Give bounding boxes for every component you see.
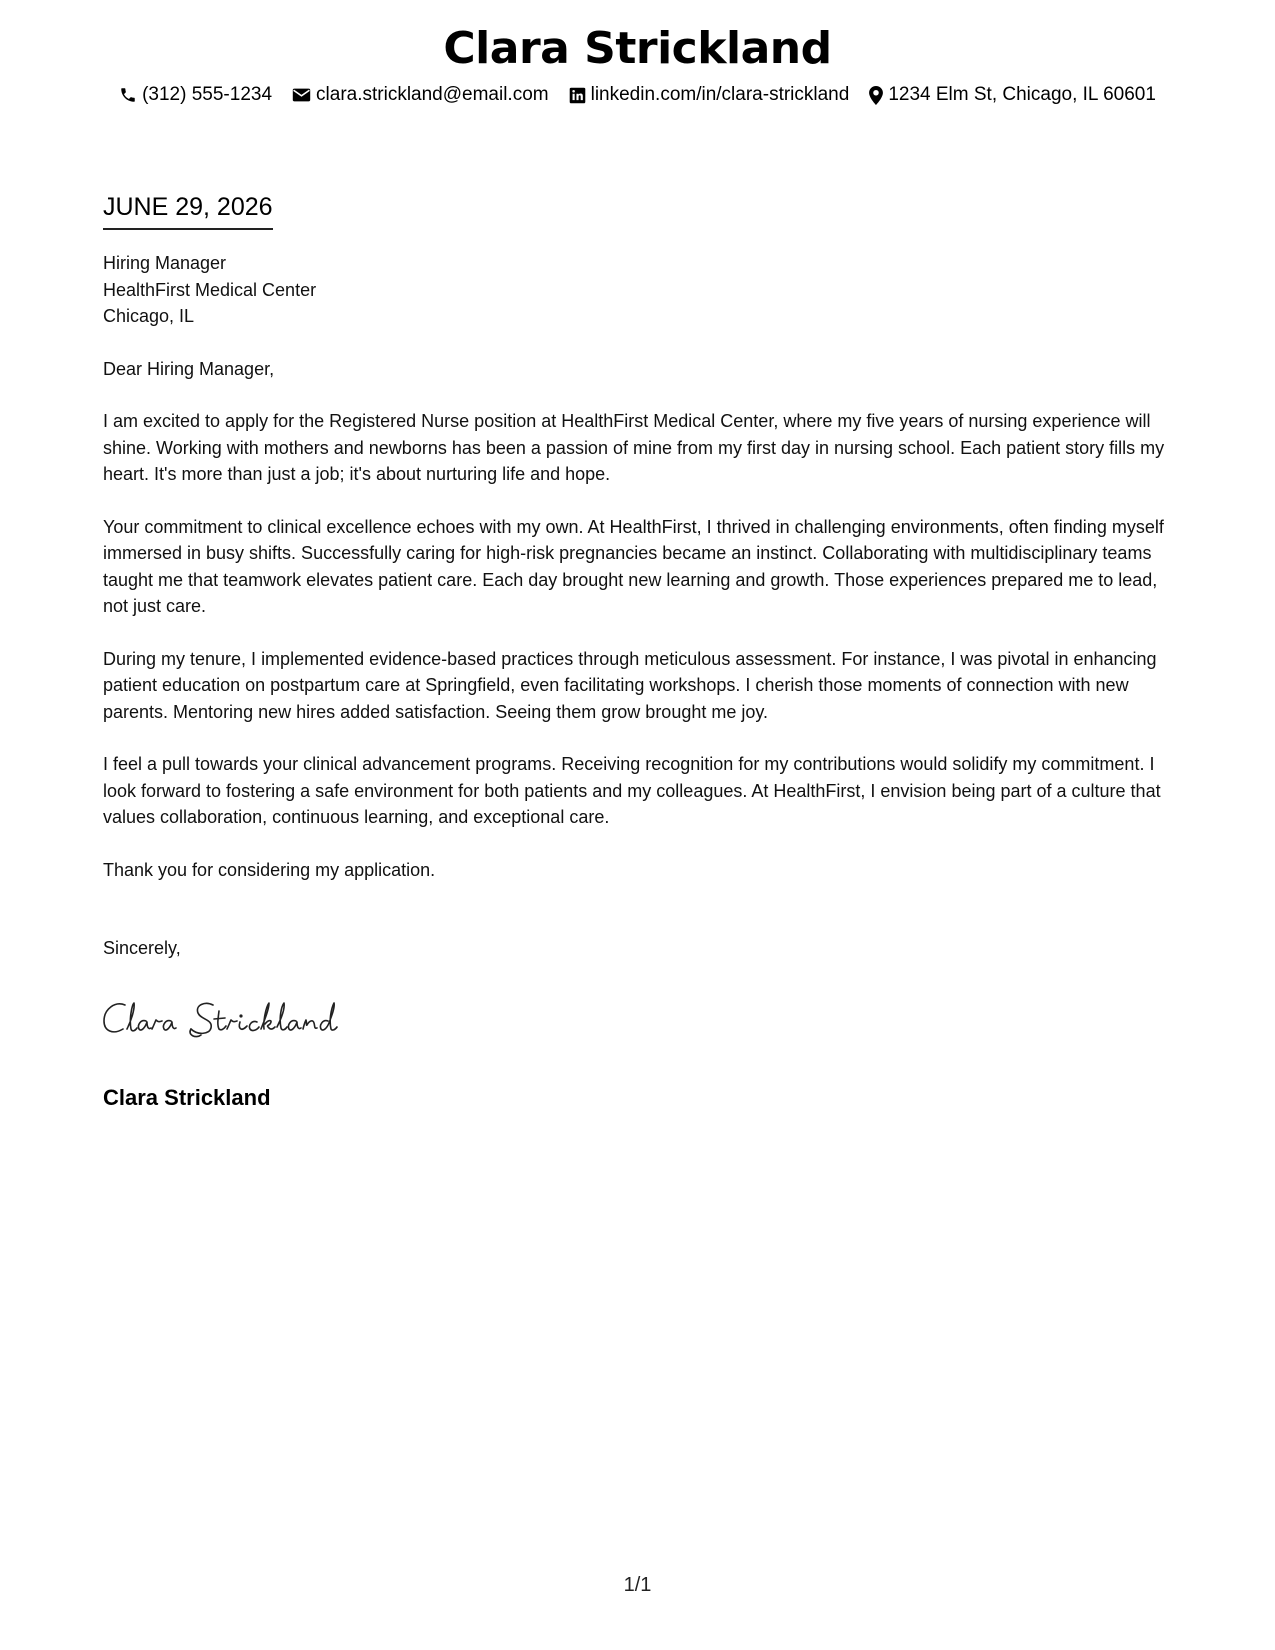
- body-paragraph: Your commitment to clinical excellence echoes with my own. At HealthFirst, I thrived in challenging environments, often finding myself immersed in busy shifts. Successfully caring for high-risk pregnancies became an instinct. Collaborating with multidisciplinary teams taught me that teamwork elevates patient care. Each day brought new learning and growth. Those experiences prepared me to lead, not just care.: [103, 516, 1164, 616]
- email-address: clara.strickland@email.com: [316, 84, 549, 105]
- recipient-block: [103, 250, 1178, 330]
- body-paragraph: I am excited to apply for the Registered Nurse position at HealthFirst Medical Center, where my five years of nursing experience will shine. Working with mothers and newborns has been a passion of mine from my first day in nursing school. Each patient story fills my heart. It's more than just a job; it's about nurturing life and hope.: [103, 411, 1165, 484]
- phone-number: (312) 555-1234: [142, 84, 273, 105]
- handwritten-signature: [101, 995, 371, 1045]
- envelope-icon: [292, 87, 311, 103]
- recipient-location: Chicago, IL: [103, 306, 195, 326]
- body-paragraph: During my tenure, I implemented evidence-based practices through meticulous assessment. For instance, I was pivotal in enhancing patient education on postpartum care at Springfield, even facilitating workshops. I cherish those moments of connection with new parents. Mentoring new hires added satisfaction. Seeing them grow brought me joy.: [103, 648, 1157, 722]
- body-paragraph: I feel a pull towards your clinical advancement programs. Receiving recognition for my contributions would solidify my commitment. I look forward to fostering a safe environment for both patients and my colleagues. At HealthFirst, I envision being part of a culture that values collaboration, continuous learning, and exceptional care.: [103, 754, 1161, 827]
- contact-linkedin: [569, 82, 850, 108]
- thank-you-line: Thank you for considering my application.: [103, 859, 436, 880]
- recipient-organization: HealthFirst Medical Center: [103, 279, 317, 300]
- contact-phone: [119, 82, 272, 108]
- linkedin-icon: [569, 87, 586, 104]
- contact-row: [0, 82, 1275, 108]
- page-number: 1/1: [623, 1574, 652, 1596]
- recipient-title: Hiring Manager: [103, 253, 227, 273]
- signed-name: Clara Strickland: [103, 1085, 271, 1110]
- contact-email: [292, 82, 549, 108]
- contact-address: [869, 82, 1156, 108]
- applicant-name: Clara Strickland: [443, 23, 832, 74]
- map-marker-icon: [869, 86, 883, 105]
- linkedin-url: linkedin.com/in/clara-strickland: [590, 84, 850, 105]
- letter-header: [0, 20, 1275, 108]
- letter-body: [103, 250, 1178, 988]
- salutation: Dear Hiring Manager,: [103, 358, 275, 379]
- street-address: 1234 Elm St, Chicago, IL 60601: [888, 84, 1156, 105]
- closing: Sincerely,: [103, 938, 181, 958]
- letter-date: JUNE 29, 2026: [103, 190, 273, 230]
- phone-icon: [119, 86, 137, 104]
